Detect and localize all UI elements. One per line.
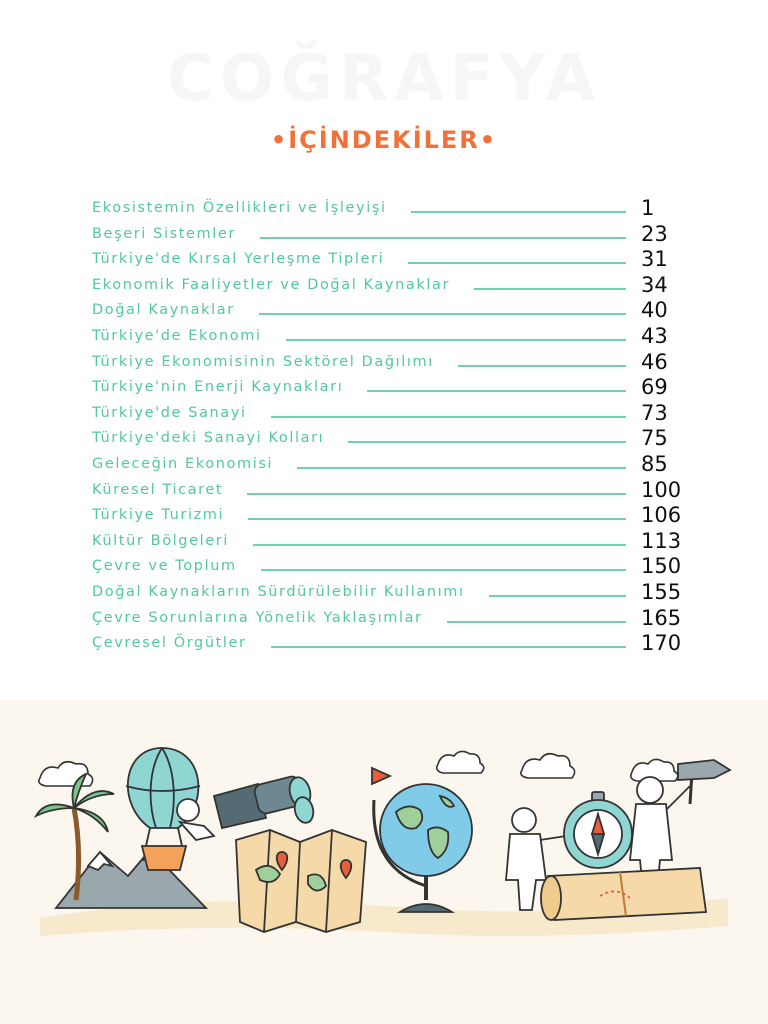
toc-entry[interactable]: [0, 377, 768, 403]
toc-entry-page: 100: [641, 477, 682, 502]
folded-map-icon: [236, 830, 366, 932]
toc-leader-line: [408, 262, 626, 264]
toc-entry[interactable]: [0, 323, 768, 352]
toc-entry[interactable]: [0, 556, 768, 582]
toc-entry-title: Beşeri Sistemler: [92, 225, 236, 242]
toc-entry-title: Türkiye'de Sanayi: [92, 404, 247, 421]
toc-entry[interactable]: [0, 198, 768, 224]
toc-entry-title: Çevre Sorunlarına Yönelik Yaklaşımlar: [92, 609, 423, 626]
toc-entry-title: Türkiye'nin Enerji Kaynakları: [92, 379, 344, 396]
toc-entry-title: Çevre ve Toplum: [92, 558, 237, 575]
toc-leader-line: [367, 390, 626, 392]
toc-entry-page: 73: [641, 400, 668, 425]
toc-entry-title: Türkiye'de Kırsal Yerleşme Tipleri: [92, 251, 385, 268]
toc-entry-page: 40: [641, 298, 668, 323]
geography-illustration: [0, 700, 768, 1024]
toc-leader-line: [253, 544, 626, 546]
watermark-title: COĞRAFYA: [166, 42, 602, 116]
toc-entry-page: 170: [641, 631, 682, 656]
toc-entry[interactable]: [0, 428, 768, 454]
toc-entry[interactable]: [0, 477, 768, 506]
toc-entry[interactable]: [0, 272, 768, 301]
toc-entry[interactable]: [0, 451, 768, 480]
toc-leader-line: [297, 467, 626, 469]
toc-leader-line: [411, 211, 626, 213]
toc-leader-line: [348, 441, 626, 443]
toc-entry-page: 31: [641, 247, 668, 272]
toc-entry-page: 69: [641, 375, 668, 400]
toc-entry-title: Ekosistemin Özellikleri ve İşleyişi: [92, 200, 387, 216]
toc-entry-page: 106: [641, 503, 682, 528]
toc-entry-title: Ekonomik Faaliyetler ve Doğal Kaynaklar: [92, 276, 451, 293]
toc-leader-line: [271, 416, 626, 418]
toc-entry[interactable]: [0, 300, 768, 326]
toc-leader-line: [271, 646, 626, 648]
toc-entry[interactable]: [0, 349, 768, 378]
toc-entry-page: 85: [641, 451, 668, 476]
toc-entry-page: 43: [641, 323, 668, 348]
toc-entry-title: Doğal Kaynakların Sürdürülebilir Kullanımı: [92, 583, 465, 600]
toc-entry[interactable]: [0, 505, 768, 531]
toc-leader-line: [247, 493, 626, 495]
toc-leader-line: [489, 595, 626, 597]
toc-entry-title: Geleceğin Ekonomisi: [92, 455, 274, 472]
toc-leader-line: [248, 518, 626, 520]
toc-entry-page: 34: [641, 272, 668, 297]
scroll-map-icon: [541, 868, 706, 920]
toc-leader-line: [447, 621, 626, 623]
toc-entry-title: Türkiye Ekonomisinin Sektörel Dağılımı: [92, 353, 434, 370]
toc-entry-page: 75: [641, 426, 668, 451]
toc-entry[interactable]: [0, 605, 768, 634]
toc-entry[interactable]: [0, 249, 768, 275]
toc-entry[interactable]: [0, 579, 768, 608]
toc-leader-line: [458, 365, 626, 367]
toc-leader-line: [286, 339, 626, 341]
toc-entry-page: 1: [641, 196, 655, 220]
toc-entry[interactable]: [0, 221, 768, 250]
toc-entry-title: Türkiye'deki Sanayi Kolları: [92, 430, 325, 447]
toc-entry-page: 46: [641, 349, 668, 374]
toc-leader-line: [259, 313, 626, 315]
illustration-svg: [0, 700, 768, 1024]
toc-entry-page: 165: [641, 605, 682, 630]
toc-leader-line: [261, 569, 626, 571]
toc-entry-title: Kültür Bölgeleri: [92, 532, 229, 549]
table-of-contents: [0, 198, 768, 659]
toc-entry[interactable]: [0, 528, 768, 557]
toc-entry-title: Çevresel Örgütler: [92, 635, 247, 652]
toc-entry-title: Türkiye'de Ekonomi: [92, 327, 262, 344]
toc-entry-page: 155: [641, 579, 682, 604]
toc-entry-title: Küresel Ticaret: [92, 481, 224, 498]
toc-entry-title: Türkiye Turizmi: [92, 507, 225, 524]
toc-entry-page: 23: [641, 221, 668, 246]
toc-entry[interactable]: [0, 400, 768, 429]
toc-leader-line: [260, 237, 626, 239]
toc-entry-page: 113: [641, 528, 682, 553]
toc-leader-line: [474, 288, 626, 290]
contents-heading: •İÇİNDEKİLER•: [270, 126, 498, 154]
toc-entry-page: 150: [641, 554, 682, 579]
toc-entry[interactable]: [0, 633, 768, 659]
toc-entry-title: Doğal Kaynaklar: [92, 302, 235, 319]
